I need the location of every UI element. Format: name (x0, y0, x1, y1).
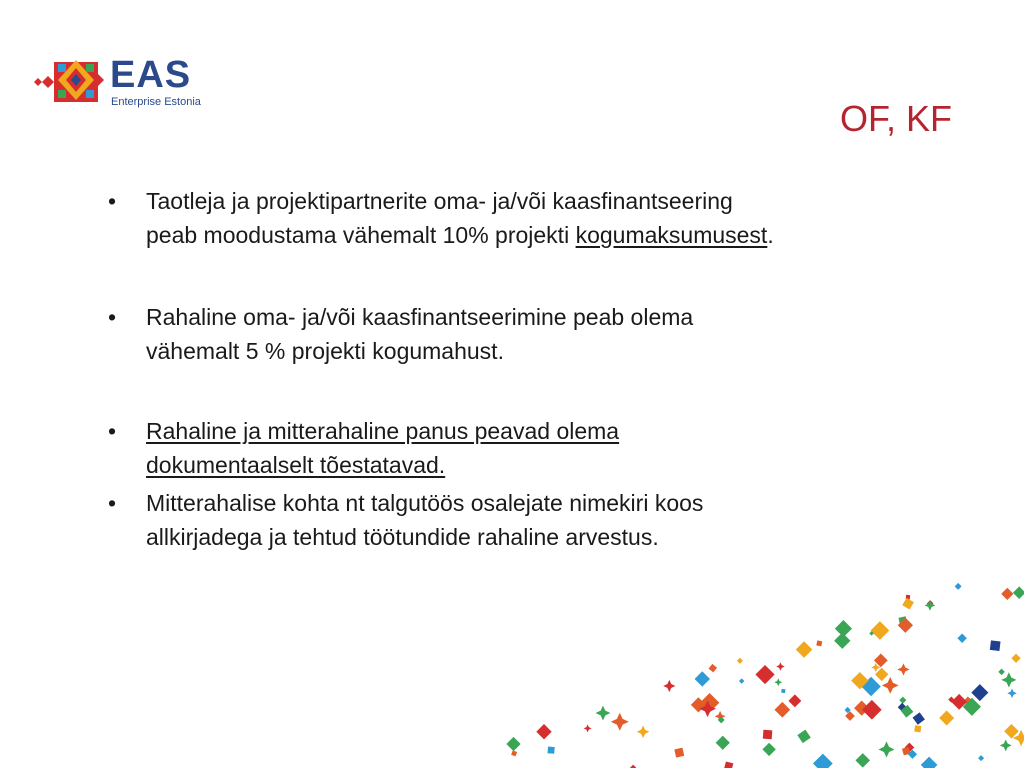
bullet-marker: • (108, 304, 117, 330)
confetti-shape (813, 754, 833, 768)
bullet-text: Mitterahalise kohta nt talgutöös osalejate nimekiri koos allkirjadega ja tehtud töötundide rahaline arvestus. (146, 490, 704, 550)
logo-subtitle: Enterprise Estonia (111, 96, 201, 108)
confetti-shape (899, 697, 906, 704)
confetti-shape (835, 620, 852, 637)
confetti-shape (637, 726, 649, 738)
confetti-shape (897, 663, 909, 675)
bullet-marker: • (108, 418, 117, 444)
confetti-shape (845, 711, 855, 721)
confetti-shape (978, 755, 984, 761)
confetti-shape (506, 737, 520, 751)
slide-title: OF, KF (839, 98, 952, 139)
confetti-shape (611, 713, 629, 731)
confetti-shape (990, 640, 1001, 651)
bullet-text: Rahaline oma- ja/või kaasfinantseerimine peab olema vähemalt 5 % projekti kogumahust. (146, 304, 694, 364)
confetti-shape (511, 750, 517, 756)
confetti-shape (737, 658, 743, 664)
confetti-shape (630, 765, 636, 768)
confetti-shape (776, 662, 784, 670)
bullet-item (108, 184, 788, 252)
eas-logo (32, 56, 212, 112)
confetti-shape (957, 633, 966, 642)
confetti-shape (755, 665, 774, 684)
confetti-decoration (470, 570, 1024, 768)
confetti-shape (716, 736, 730, 750)
bullet-item (108, 414, 788, 482)
confetti-shape (724, 761, 733, 768)
confetti-shape (816, 640, 822, 646)
confetti-shape (955, 583, 962, 590)
confetti-shape (781, 689, 785, 693)
confetti-shape (939, 711, 954, 726)
bullet-underlined-text: Rahaline ja mitterahaline panus peavad olema dokumentaalselt tõestatavad. (146, 418, 620, 478)
confetti-shape (913, 712, 925, 724)
confetti-shape (762, 743, 775, 756)
confetti-shape (674, 748, 684, 758)
confetti-shape (547, 747, 554, 754)
confetti-shape (709, 664, 718, 673)
confetti-shape (878, 741, 894, 757)
bullet-item (108, 300, 788, 368)
bullet-text-end: . (767, 222, 774, 248)
confetti-shape (797, 730, 810, 743)
confetti-shape (871, 621, 890, 640)
confetti-shape (763, 730, 773, 740)
confetti-shape (739, 678, 744, 683)
confetti-shape (663, 680, 675, 692)
confetti-shape (1011, 654, 1020, 663)
confetti-shape (596, 706, 611, 721)
bullet-marker: • (108, 490, 117, 516)
confetti-shape (1013, 586, 1024, 599)
confetti-shape (998, 669, 1004, 675)
confetti-shape (788, 694, 801, 707)
confetti-shape (1001, 672, 1016, 687)
confetti-shape (882, 677, 899, 694)
confetti-shape (536, 724, 551, 739)
confetti-shape (1000, 740, 1012, 752)
confetti-shape (855, 753, 870, 768)
bullet-marker: • (108, 188, 117, 214)
bullet-text: Taotleja ja projektipartnerite oma- ja/või kaasfinantseering peab moodustama vähemalt 10% projekti (146, 188, 733, 248)
bullet-list (108, 184, 788, 554)
confetti-shape (1001, 588, 1013, 600)
confetti-shape (774, 702, 790, 718)
confetti-shape (796, 641, 813, 658)
confetti-shape (695, 671, 710, 686)
confetti-shape (774, 678, 782, 686)
bullet-item (108, 486, 788, 554)
kogumaksumusest-link[interactable]: kogumaksumusest (575, 222, 768, 248)
confetti-shape (584, 724, 592, 732)
confetti-shape (1007, 689, 1016, 698)
confetti-shape (925, 600, 936, 611)
logo-wordmark: EAS (110, 54, 192, 96)
confetti-shape (902, 598, 914, 610)
confetti-shape (914, 725, 921, 732)
confetti-shape (875, 668, 888, 681)
confetti-shape (971, 684, 988, 701)
confetti-shape (862, 700, 882, 720)
confetti-shape (921, 757, 938, 768)
folk-ornament-icon (32, 56, 104, 108)
